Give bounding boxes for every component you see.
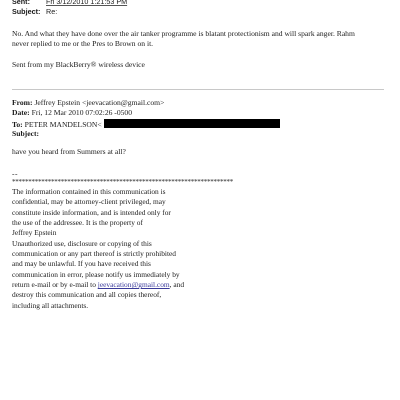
disclaimer-line: including all attachments. [12,300,89,310]
redaction-box [104,119,280,128]
message-divider [12,89,384,90]
forwarded-message: have you heard from Summers at all? [12,147,126,156]
confidentiality-disclaimer [12,187,312,311]
disclaimer-line: the use of the addressee. It is the property of [12,218,143,228]
from-row [12,98,382,108]
date-row [12,108,382,118]
disclaimer-text: return e-mail or by e-mail to [12,280,98,290]
disclaimer-line: communication or any part thereof is strictly prohibited [12,249,176,259]
to-row [12,119,382,129]
sent-label: Sent: [12,0,30,6]
fwd-subject-label: Subject: [12,129,39,139]
subject-label: Subject: [12,7,41,16]
asterisk-separator: ******************************************************************** [12,178,233,186]
disclaimer-line: constitute inside information, and is intended only for [12,207,171,217]
subject-row [12,7,392,17]
disclaimer-line: Jeffrey Epstein [12,228,57,238]
signature-dashes: -- [12,169,19,178]
from-value: Jeffrey Epstein <jeevacation@gmail.com> [34,98,165,107]
sent-value: Fri 3/12/2010 1:21:53 PM [46,0,128,6]
reply-signature: Sent from my BlackBerry® wireless device [12,60,145,69]
reply-body: No. And what they have done over the air tanker programme is blatant protectionism and will spark anger. Rahm never replied to me or the Pres to Brown on it. [12,29,355,49]
disclaimer-line: confidential, may be attorney-client privileged, may [12,197,166,207]
email-link[interactable]: jeevacation@gmail.com [97,280,170,290]
fwd-subject-row [12,129,382,139]
disclaimer-line: communication in error, please notify us immediately by [12,269,180,279]
date-label: Date: [12,108,30,118]
to-label: To: [12,119,23,129]
disclaimer-line: Unauthorized use, disclosure or copying of this [12,238,152,248]
subject-value: Re: [46,7,58,16]
disclaimer-line [12,280,312,290]
from-label: From: [12,98,33,107]
disclaimer-line: The information contained in this communication is [12,187,166,196]
disclaimer-line: destroy this communication and all copies thereof, [12,290,162,300]
forwarded-header [12,98,382,140]
email-header [12,0,392,17]
date-value: Fri, 12 Mar 2010 07:02:26 -0500 [31,108,133,118]
to-value: PETER MANDELSON< [24,119,102,129]
disclaimer-text: , and [169,280,185,290]
disclaimer-line: and may be unlawful. If you have received this [12,259,151,269]
sent-row [12,0,392,7]
